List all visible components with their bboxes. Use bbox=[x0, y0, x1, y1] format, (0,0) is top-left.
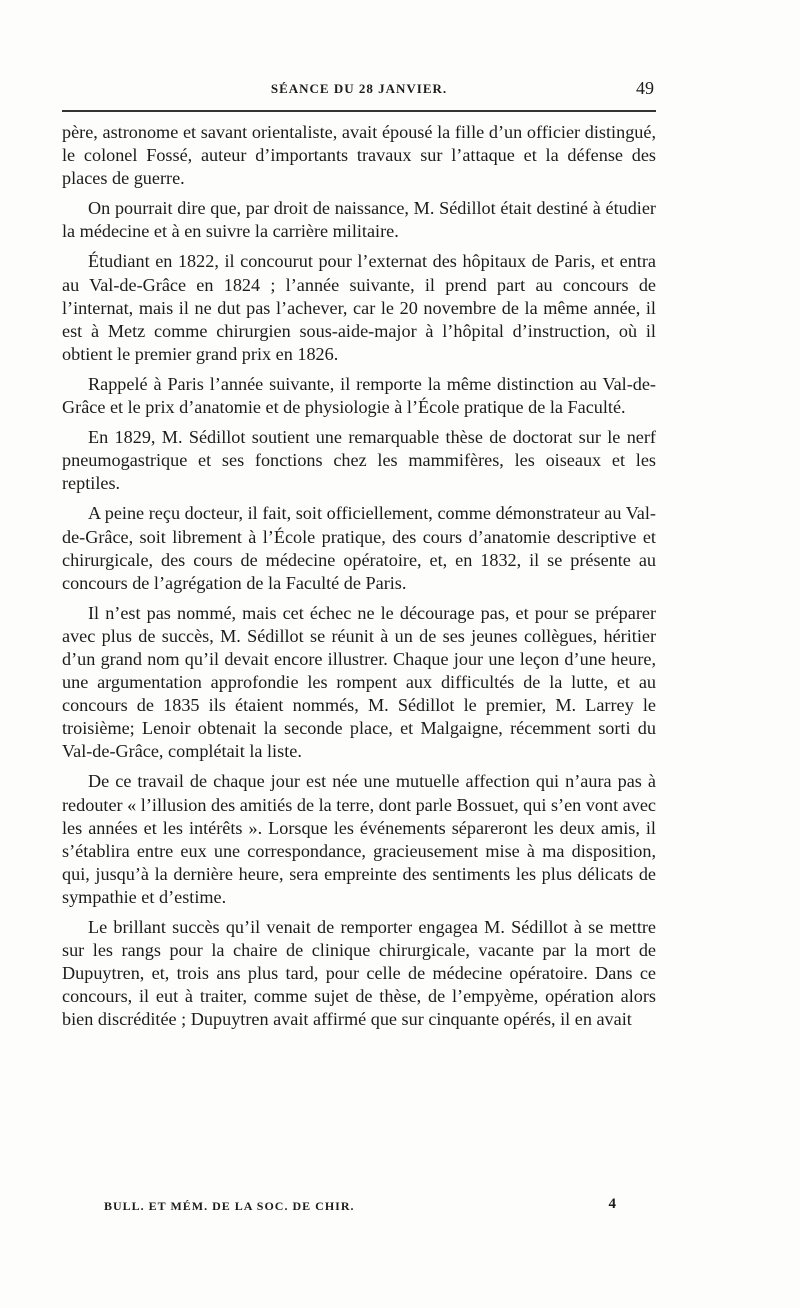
paragraph-7: Il n’est pas nommé, mais cet échec ne le décourage pas, et pour se préparer avec plus de succès, M. Sédillot se réunit à un de ses jeunes collègues, héritier d’un grand nom qu’il devait encore illustrer. Chaque jour une leçon d’une heure, une argumentation approfondie les rompent aux difficultés de la lutte, et au concours de 1835 ils étaient nommés, M. Sédillot le premier, M. Larrey le troisième; Lenoir obtenait la seconde place, et Malgaigne, récemment sorti du Val-de-Grâce, complétait la liste. bbox=[62, 602, 656, 762]
paragraph-1: père, astronome et savant orientaliste, avait épousé la fille d’un officier distingué, le colonel Fossé, auteur d’importants travaux sur l’attaque et la défense des places de guerre. bbox=[62, 122, 656, 189]
body-text bbox=[62, 121, 656, 1038]
footer-title: BULL. ET MÉM. DE LA SOC. DE CHIR. bbox=[104, 1199, 355, 1213]
paragraph-9: Le brillant succès qu’il venait de remporter engagea M. Sédillot à se mettre sur les rangs pour la chaire de clinique chirurgicale, vacante par la mort de Dupuytren, et, trois ans plus tard, pour celle de médecine opératoire. Dans ce concours, il eut à traiter, comme sujet de thèse, de l’empyème, opération alors bien discréditée ; Dupuytren avait affirmé que sur cinquante opérés, il en avait bbox=[62, 917, 656, 1030]
paragraph-4: Rappelé à Paris l’année suivante, il remporte la même distinction au Val-de-Grâce et le prix d’anatomie et de physiologie à l’École pratique de la Faculté. bbox=[62, 373, 656, 418]
running-head: SÉANCE DU 28 JANVIER. bbox=[270, 81, 448, 96]
paragraph-2: On pourrait dire que, par droit de naissance, M. Sédillot était destiné à étudier la médecine et à en suivre la carrière militaire. bbox=[62, 198, 656, 242]
page-footer bbox=[104, 1196, 616, 1216]
paragraph-3: Étudiant en 1822, il concourut pour l’externat des hôpitaux de Paris, et entra au Val-de-Grâce en 1824 ; l’année suivante, il prend part au concours de l’internat, mais il ne dut pas l’achever, car le 20 novembre de la même année, il est à Metz comme chirurgien sous-aide-major à l’hôpital d’instruction, où il obtient le premier grand prix en 1826. bbox=[62, 251, 656, 364]
paragraph-5: En 1829, M. Sédillot soutient une remarquable thèse de doctorat sur le nerf pneumogastrique et ses fonctions chez les mammifères, les oiseaux et les reptiles. bbox=[62, 427, 656, 494]
signature-number: 4 bbox=[608, 1196, 616, 1212]
paragraph-6: A peine reçu docteur, il fait, soit officiellement, comme démonstrateur au Val-de-Grâce, soit librement à l’École pratique, des cours d’anatomie descriptive et chirurgicale, des cours de médecine opératoire, et, en 1832, il se présente au concours de l’agrégation de la Faculté de Paris. bbox=[62, 503, 656, 593]
paragraph-8: De ce travail de chaque jour est née une mutuelle affection qui n’aura pas à redouter « l’illusion des amitiés de la terre, dont parle Bossuet, qui s’en vont avec les années et les intérêts ». Lorsque les événements sépareront les deux amis, il s’établira entre eux une correspondance, gracieusement mise à ma disposition, qui, jusqu’à la dernière heure, sera empreinte des sentiments les plus délicats de sympathie et d’estime. bbox=[62, 771, 656, 907]
page-header bbox=[62, 78, 656, 100]
page-number: 49 bbox=[636, 78, 654, 98]
header-rule bbox=[62, 110, 656, 112]
